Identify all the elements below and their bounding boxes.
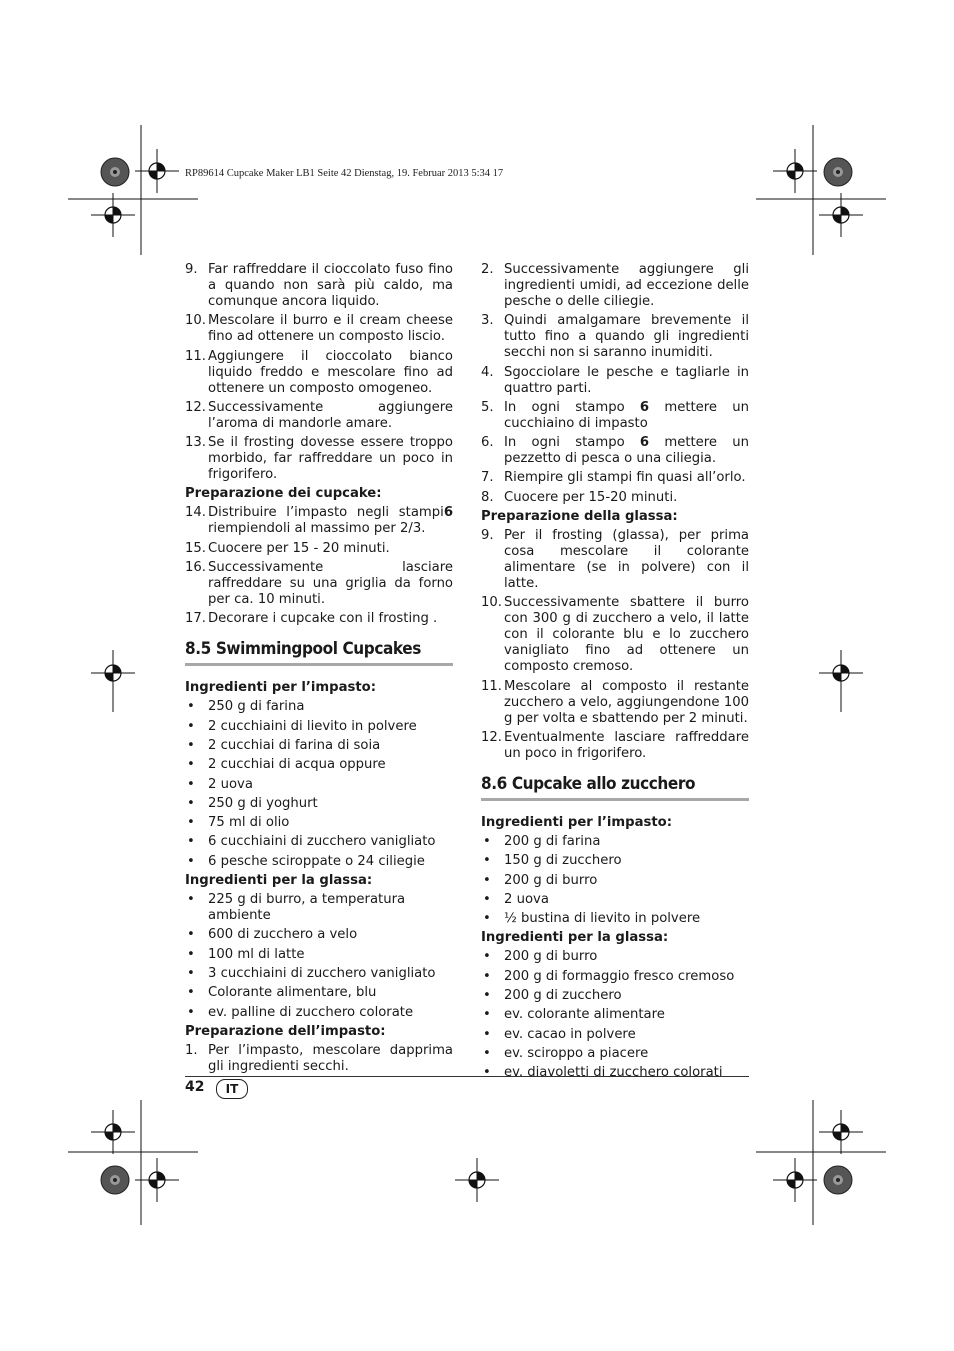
ingredient-item (185, 854, 453, 870)
step-number: 10. (481, 595, 502, 611)
ingredient-item (185, 796, 453, 812)
step-item (481, 490, 749, 506)
step-number: 10. (185, 313, 206, 329)
bullet-icon: • (483, 1045, 491, 1061)
ingredient-item (185, 757, 453, 773)
step-item (185, 435, 453, 483)
step-item (185, 541, 453, 557)
step-item (185, 1043, 453, 1075)
bullet-icon: • (483, 891, 491, 907)
bullet-icon: • (187, 795, 195, 811)
step-number: 8. (481, 489, 494, 505)
step-text: Aggiungere il cioccolato bianco liquido freddo e mescolare fino ad ottenere un composto omogeneo. (208, 348, 453, 396)
ingredient-item (481, 949, 749, 965)
bullet-icon: • (187, 718, 195, 734)
ingredient-text: 2 cucchiai di farina di soia (208, 737, 381, 753)
print-slug: RP89614 Cupcake Maker LB1 Seite 42 Dienstag, 19. Februar 2013 5:34 17 (185, 168, 504, 179)
step-text: Sgocciolare le pesche e tagliarle in quattro parti. (504, 364, 749, 396)
ingredient-item (185, 719, 453, 735)
step-text: Per il frosting (glassa), per prima cosa mescolare il colorante alimentare (se in polvere) con il latte. (504, 528, 749, 592)
ingredient-item (481, 1007, 749, 1023)
step-number: 2. (481, 262, 494, 277)
subheading-cupcake-prep: Preparazione dei cupcake: (185, 486, 382, 502)
step-item (185, 349, 453, 397)
step-number: 15. (185, 540, 206, 556)
bullet-icon: • (483, 911, 491, 927)
step-item (185, 560, 453, 608)
ingredient-item (185, 834, 453, 850)
step-item (481, 730, 749, 762)
step-item (481, 262, 749, 310)
step-text: Successivamente sbattere il burro con 300 g di zucchero a velo, il latte con il colorante blu e lo zucchero vanigliato fino ad ottenere un composto cremoso. (504, 595, 749, 675)
step-item (481, 313, 749, 361)
ingredient-text: 200 g di burro (504, 949, 598, 965)
bullet-icon: • (187, 834, 195, 850)
ingredient-text: Colorante alimentare, blu (208, 985, 377, 1001)
ingredient-text: 200 g di burro (504, 872, 598, 888)
language-badge: IT (216, 1079, 248, 1099)
ingredient-item (185, 927, 453, 943)
bullet-icon: • (483, 1065, 491, 1081)
subheading-dough-ingredients: Ingredienti per l’impasto: (185, 680, 376, 696)
step-number: 9. (185, 262, 198, 277)
ingredient-text: 6 pesche sciroppate o 24 ciliegie (208, 853, 425, 869)
step-item (185, 400, 453, 432)
step-number: 4. (481, 364, 494, 380)
step-number: 17. (185, 611, 206, 627)
bullet-icon: • (187, 757, 195, 773)
bullet-icon: • (483, 872, 491, 888)
left-column (185, 262, 453, 1078)
bullet-icon: • (483, 1007, 491, 1023)
step-number: 12. (185, 399, 206, 415)
ingredient-item (481, 873, 749, 889)
step-text: Per l’impasto, mescolare dapprima gli ingredienti secchi. (208, 1042, 453, 1074)
bullet-icon: • (483, 853, 491, 869)
ingredient-item (185, 947, 453, 963)
ingredient-text: 2 uova (504, 891, 549, 907)
step-text: Successivamente aggiungere l’aroma di mandorle amare. (208, 399, 453, 431)
ingredient-text: 250 g di farina (208, 699, 305, 715)
ingredient-item (481, 911, 749, 927)
ingredient-text: 2 cucchiai di acqua oppure (208, 757, 386, 773)
step-item (481, 365, 749, 397)
ingredient-text: 600 di zucchero a velo (208, 927, 358, 943)
ingredient-item (481, 1065, 749, 1081)
bullet-icon: • (187, 946, 195, 962)
bullet-icon: • (187, 985, 195, 1001)
step-item (481, 470, 749, 486)
subheading-dough-ingredients: Ingredienti per l’impasto: (481, 814, 672, 830)
ingredient-item (481, 892, 749, 908)
step-text: Decorare i cupcake con il frosting . (208, 611, 438, 627)
ingredient-text: ev. sciroppo a piacere (504, 1045, 649, 1061)
bullet-icon: • (187, 737, 195, 753)
right-column (481, 262, 749, 1085)
ingredient-text: ½ bustina di lievito in polvere (504, 911, 701, 927)
step-text: Cuocere per 15-20 minuti. (504, 489, 678, 505)
section-title-8-5: 8.5 Swimmingpool Cupcakes (185, 641, 453, 666)
ingredient-item (481, 834, 749, 850)
step-number: 3. (481, 313, 494, 329)
ingredient-text: 200 g di formaggio fresco cremoso (504, 968, 735, 984)
bullet-icon: • (187, 892, 195, 908)
step-number: 11. (185, 348, 206, 364)
ingredient-text: 2 uova (208, 776, 253, 792)
step-item (185, 611, 453, 627)
ingredient-item (185, 699, 453, 715)
ingredient-text: 2 cucchiaini di lievito in polvere (208, 718, 417, 734)
step-14: 14. Distribuire l’impasto negli stampi 6 riempiendoli al massimo per 2/3. (185, 505, 453, 537)
bullet-icon: • (187, 927, 195, 943)
bullet-icon: • (187, 815, 195, 831)
step-item (481, 528, 749, 592)
bullet-icon: • (483, 968, 491, 984)
step-number: 12. (481, 729, 502, 745)
step-5: 5. In ogni stampo 6 mettere un cucchiaino di impasto (481, 399, 749, 431)
step-number: 9. (481, 528, 494, 544)
step-number: 7. (481, 470, 494, 486)
step-item (481, 679, 749, 727)
ingredient-item (481, 1046, 749, 1062)
step-number: 16. (185, 560, 206, 576)
step-text: Se il frosting dovesse essere troppo morbido, far raffreddare un poco in frigorifero. (208, 435, 453, 483)
step-text: Eventualmente lasciare raffreddare un poco in frigorifero. (504, 729, 749, 761)
section-title-8-6: 8.6 Cupcake allo zucchero (481, 776, 749, 801)
ingredient-text: 6 cucchiaini di zucchero vanigliato (208, 834, 436, 850)
ingredient-text: ev. diavoletti di zucchero colorati (504, 1065, 723, 1081)
bullet-icon: • (187, 1004, 195, 1020)
subheading-frosting-prep: Preparazione della glassa: (481, 509, 678, 525)
ingredient-text: 3 cucchiaini di zucchero vanigliato (208, 965, 436, 981)
bullet-icon: • (483, 1026, 491, 1042)
ingredient-text: 225 g di burro, a temperatura ambiente (208, 892, 406, 924)
step-6: 6. In ogni stampo 6 mettere un pezzetto di pesca o una ciliegia. (481, 435, 749, 467)
ingredient-item (185, 815, 453, 831)
step-text: Riempire gli stampi fin quasi all’orlo. (504, 470, 746, 486)
ingredient-item (185, 985, 453, 1001)
subheading-dough-prep: Preparazione dell’impasto: (185, 1023, 386, 1039)
step-item (481, 595, 749, 675)
bullet-icon: • (187, 699, 195, 715)
ingredient-item (185, 738, 453, 754)
step-text: Successivamente aggiungere gli ingredienti umidi, ad eccezione delle pesche o delle ciliegie. (504, 262, 749, 309)
ingredient-item (185, 777, 453, 793)
step-text: Mescolare il burro e il cream cheese fino ad ottenere un composto liscio. (208, 313, 453, 345)
ingredient-text: ev. palline di zucchero colorate (208, 1004, 414, 1020)
bullet-icon: • (187, 853, 195, 869)
ingredient-item (481, 969, 749, 985)
ingredient-text: 150 g di zucchero (504, 853, 622, 869)
ingredient-item (185, 892, 453, 924)
step-number: 11. (481, 678, 502, 694)
ingredient-text: 250 g di yoghurt (208, 795, 318, 811)
ingredient-text: ev. cacao in polvere (504, 1026, 636, 1042)
bullet-icon: • (187, 776, 195, 792)
ingredient-text: 200 g di zucchero (504, 988, 622, 1004)
bullet-icon: • (483, 833, 491, 849)
subheading-frosting-ingredients: Ingredienti per la glassa: (185, 873, 373, 889)
subheading-frosting-ingredients: Ingredienti per la glassa: (481, 930, 669, 946)
ingredient-text: 75 ml di olio (208, 815, 290, 831)
step-text: Cuocere per 15 - 20 minuti. (208, 540, 390, 556)
ingredient-text: 200 g di farina (504, 833, 601, 849)
ingredient-item (481, 1027, 749, 1043)
ingredient-item (185, 1005, 453, 1021)
step-text: Successivamente lasciare raffreddare su una griglia da forno per ca. 10 minuti. (208, 560, 453, 608)
ingredient-item (481, 853, 749, 869)
ingredient-item (481, 988, 749, 1004)
step-number: 13. (185, 435, 206, 451)
bullet-icon: • (483, 949, 491, 965)
ingredient-text: 100 ml di latte (208, 946, 305, 962)
step-text: Mescolare al composto il restante zucchero a velo, aggiungendone 100 g per volta e sbattendo per 2 minuti. (504, 678, 749, 726)
step-item (185, 262, 453, 310)
step-item (185, 313, 453, 345)
ingredient-text: ev. colorante alimentare (504, 1007, 665, 1023)
bullet-icon: • (483, 988, 491, 1004)
ingredient-item (185, 966, 453, 982)
step-text: Far raffreddare il cioccolato fuso fino a quando non sarà più caldo, ma comunque ancora liquido. (208, 262, 453, 309)
bullet-icon: • (187, 965, 195, 981)
footer-rule (185, 1076, 749, 1077)
page-number: 42 (185, 1079, 205, 1095)
step-number: 1. (185, 1042, 198, 1058)
step-text: Quindi amalgamare brevemente il tutto fino a quando gli ingredienti secchi non si saranno inumiditi. (504, 313, 749, 361)
